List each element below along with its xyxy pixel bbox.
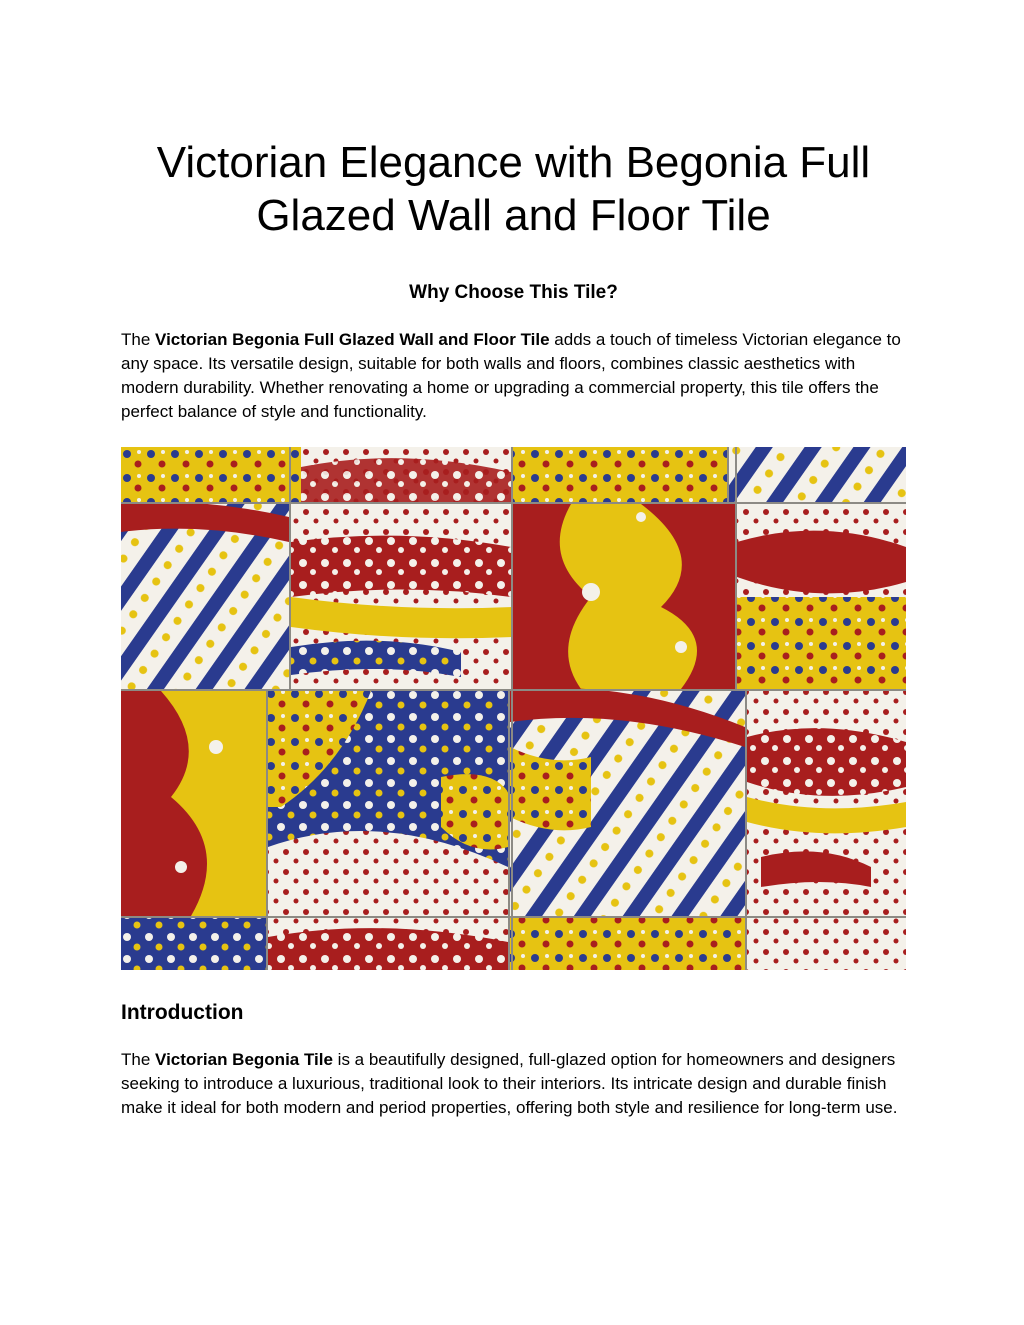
page-subtitle: Why Choose This Tile? <box>409 282 618 303</box>
section-heading-introduction: Introduction <box>121 1001 244 1024</box>
introduction-lead: The <box>121 1050 156 1069</box>
introduction-rest: is a beautifully designed, full-glazed option for homeowners and designers seeking to introduce a luxurious, traditional look to their interiors. Its intricate design and durable finish make it ideal for both modern and period properties, offering both style and resilience for long-term use. <box>121 1050 898 1117</box>
tile-photo <box>121 447 906 970</box>
introduction-bold-product-name: Victorian Begonia Tile <box>155 1050 333 1069</box>
intro-lead: The <box>121 330 156 349</box>
introduction-paragraph <box>121 1048 906 1120</box>
intro-paragraph <box>121 328 906 424</box>
intro-rest: adds a touch of timeless Victorian elegance to any space. Its versatile design, suitable for both walls and floors, combines classic aesthetics with modern durability. Whether renovating a home or upgrading a commercial property, this tile offers the perfect balance of style and functionality. <box>121 330 901 421</box>
page-title: Victorian Elegance with Begonia Full Glazed Wall and Floor Tile <box>156 138 871 240</box>
intro-bold-product-name: Victorian Begonia Full Glazed Wall and Floor Tile <box>155 330 550 349</box>
